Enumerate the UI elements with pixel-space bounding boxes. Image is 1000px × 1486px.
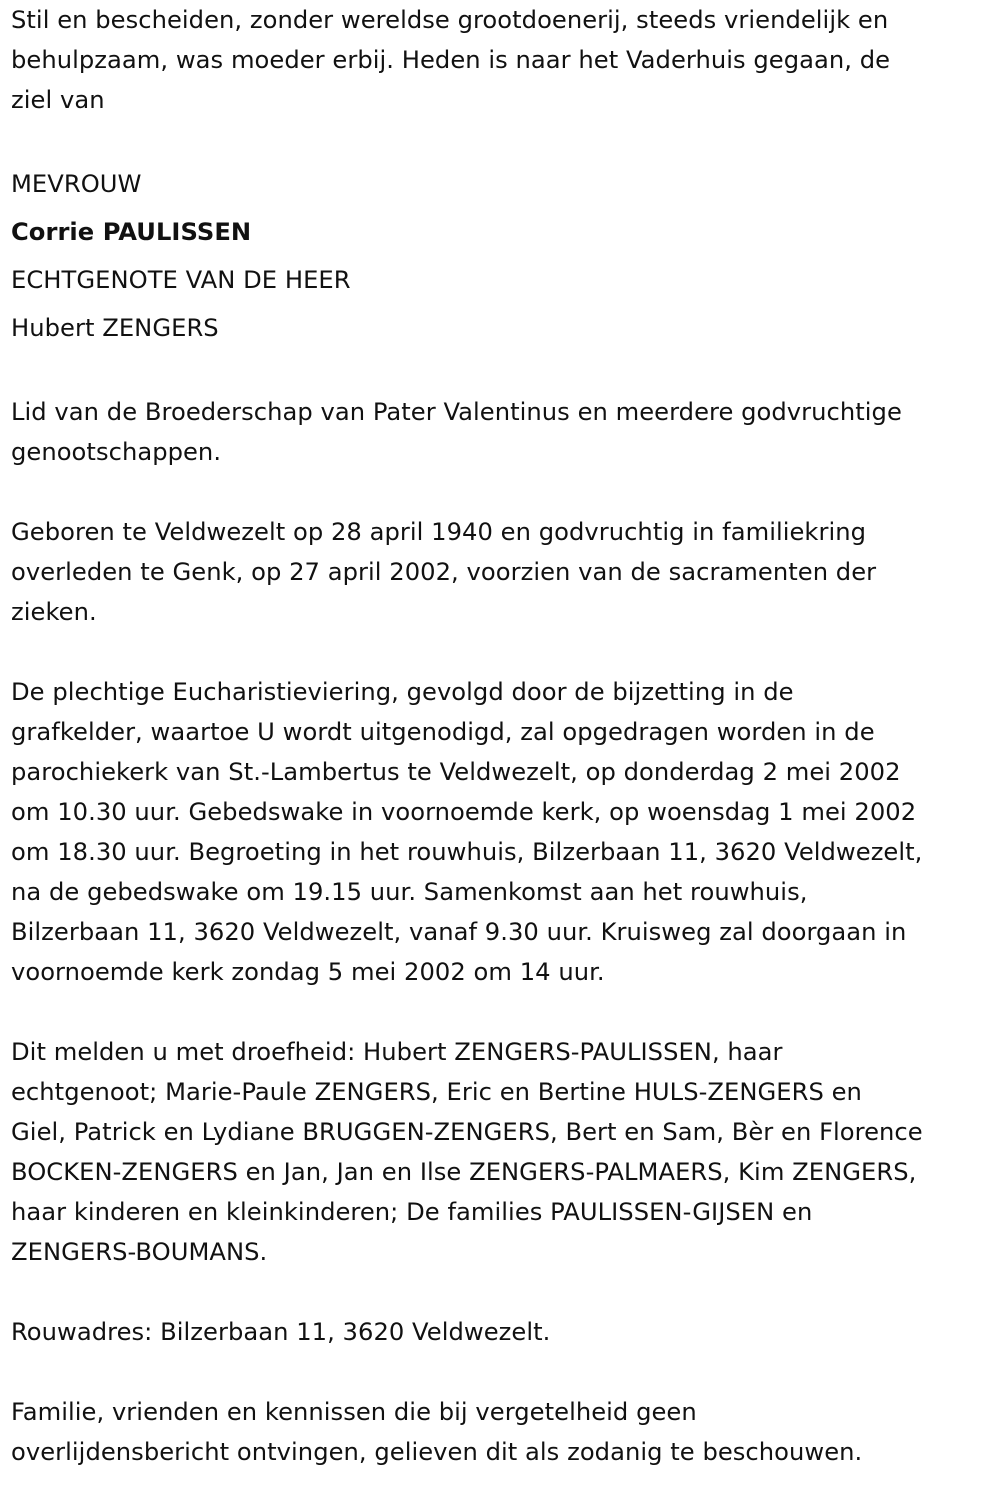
family-line: BOCKEN-ZENGERS en Jan, Jan en Ilse ZENGERS-PALMAERS, Kim ZENGERS,: [11, 1158, 917, 1186]
ceremony-line: Bilzerbaan 11, 3620 Veldwezelt, vanaf 9.30 uur. Kruisweg zal doorgaan in: [11, 918, 907, 946]
family-line: ZENGERS-BOUMANS.: [11, 1238, 268, 1266]
membership-paragraph: [11, 392, 996, 472]
deceased-name: Corrie PAULISSEN: [11, 218, 252, 246]
birth-death-line: Geboren te Veldwezelt op 28 april 1940 en godvruchtig in familiekring: [11, 518, 867, 546]
spacer: [11, 120, 996, 160]
ceremony-line: grafkelder, waartoe U wordt uitgenodigd, zal opgedragen worden in de: [11, 718, 875, 746]
intro-line: Stil en bescheiden, zonder wereldse grootdoenerij, steeds vriendelijk en: [11, 6, 889, 34]
intro-line: ziel van: [11, 86, 105, 114]
ceremony-line: De plechtige Eucharistieviering, gevolgd door de bijzetting in de: [11, 678, 794, 706]
ceremony-line: om 10.30 uur. Gebedswake in voornoemde kerk, op woensdag 1 mei 2002: [11, 798, 917, 826]
family-paragraph: [11, 1032, 996, 1272]
family-line: Giel, Patrick en Lydiane BRUGGEN-ZENGERS, Bert en Sam, Bèr en Florence: [11, 1118, 923, 1146]
deceased-relation: ECHTGENOTE VAN DE HEER: [11, 266, 351, 294]
ceremony-line: voornoemde kerk zondag 5 mei 2002 om 14 uur.: [11, 958, 605, 986]
spacer: [11, 992, 996, 1032]
membership-line: genootschappen.: [11, 438, 222, 466]
ceremony-line: om 18.30 uur. Begroeting in het rouwhuis, Bilzerbaan 11, 3620 Veldwezelt,: [11, 838, 923, 866]
closing-paragraph: [11, 1392, 996, 1472]
family-line: echtgenoot; Marie-Paule ZENGERS, Eric en Bertine HULS-ZENGERS en: [11, 1078, 862, 1106]
closing-line: Familie, vrienden en kennissen die bij vergetelheid geen: [11, 1398, 697, 1426]
spacer: [11, 1272, 996, 1312]
mourning-address: Rouwadres: Bilzerbaan 11, 3620 Veldwezelt.: [11, 1318, 551, 1346]
spacer: [11, 632, 996, 672]
spacer: [11, 352, 996, 392]
ceremony-line: parochiekerk van St.-Lambertus te Veldwezelt, op donderdag 2 mei 2002: [11, 758, 901, 786]
spouse-name: Hubert ZENGERS: [11, 314, 219, 342]
spacer: [11, 472, 996, 512]
closing-line: overlijdensbericht ontvingen, gelieven dit als zodanig te beschouwen.: [11, 1438, 863, 1466]
deceased-title: MEVROUW: [11, 170, 142, 198]
spacer: [11, 1352, 996, 1392]
birth-death-line: overleden te Genk, op 27 april 2002, voorzien van de sacramenten der: [11, 558, 877, 586]
intro-line: behulpzaam, was moeder erbij. Heden is naar het Vaderhuis gegaan, de: [11, 46, 891, 74]
deceased-block: [11, 160, 996, 352]
intro-paragraph: [11, 0, 996, 120]
family-line: Dit melden u met droefheid: Hubert ZENGERS-PAULISSEN, haar: [11, 1038, 783, 1066]
birth-death-line: zieken.: [11, 598, 97, 626]
ceremony-line: na de gebedswake om 19.15 uur. Samenkomst aan het rouwhuis,: [11, 878, 808, 906]
ceremony-paragraph: [11, 672, 996, 992]
birth-death-paragraph: [11, 512, 996, 632]
family-line: haar kinderen en kleinkinderen; De families PAULISSEN-GIJSEN en: [11, 1198, 813, 1226]
address-paragraph: [11, 1312, 996, 1352]
membership-line: Lid van de Broederschap van Pater Valentinus en meerdere godvruchtige: [11, 398, 902, 426]
death-notice: [11, 0, 996, 1472]
